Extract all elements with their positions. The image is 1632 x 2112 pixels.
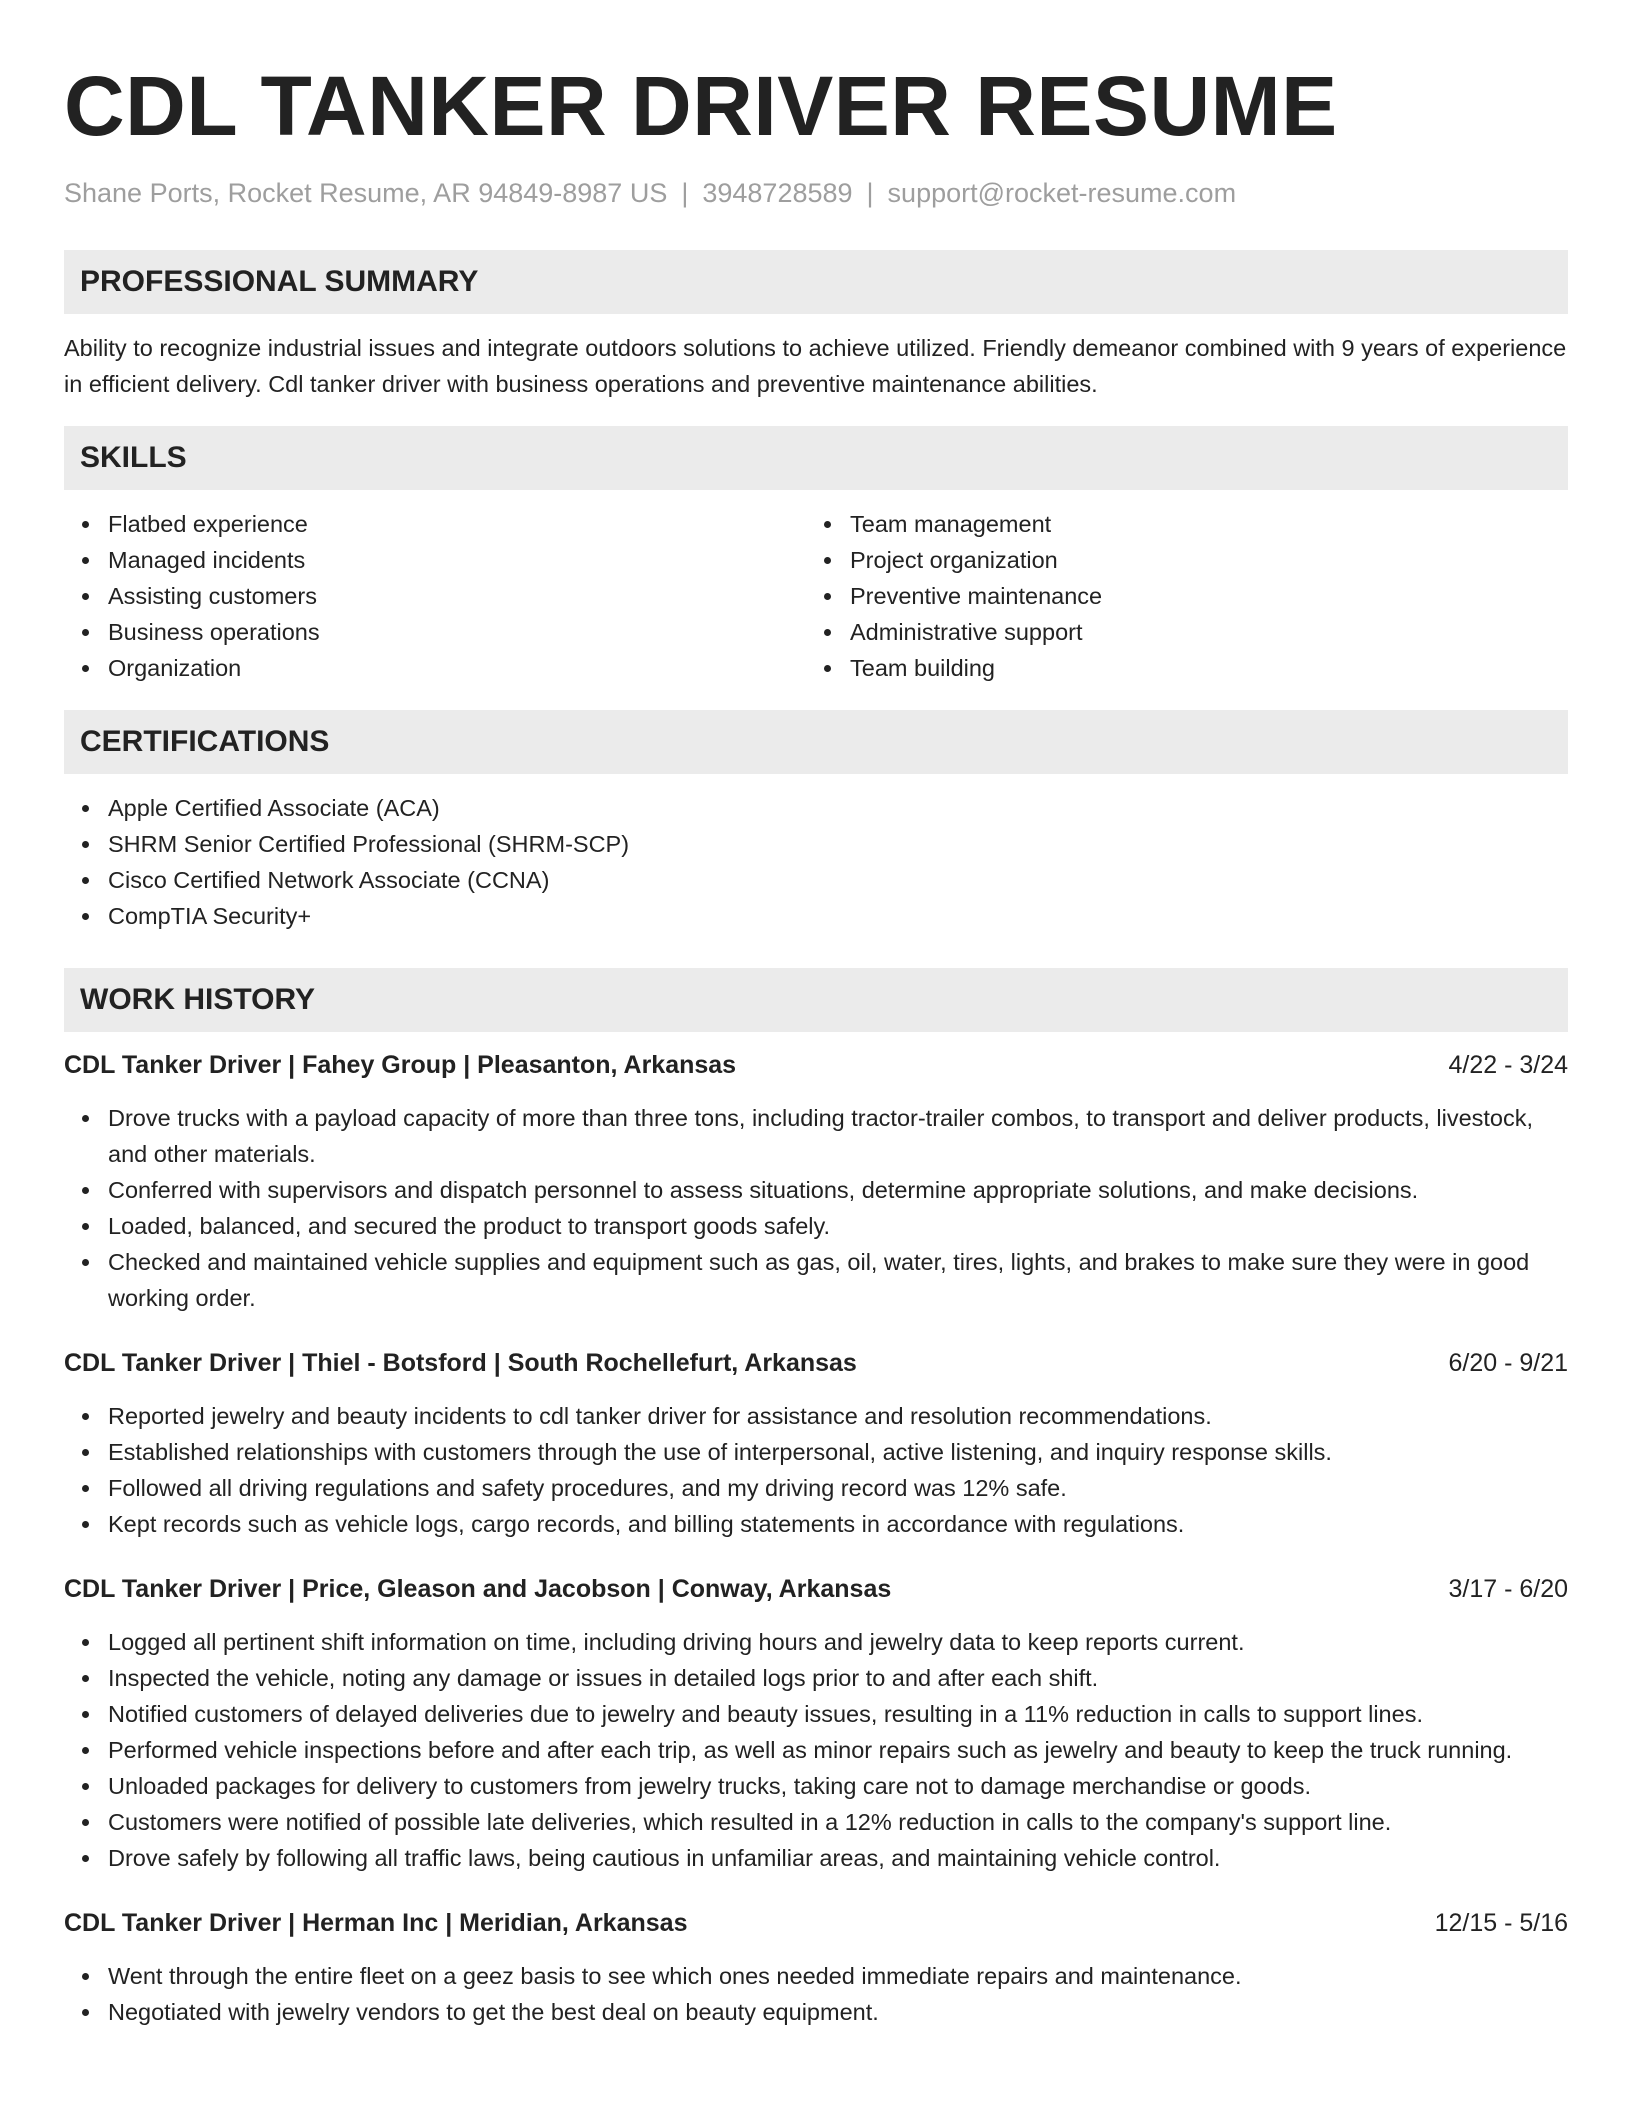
skill-item: Organization xyxy=(64,650,806,686)
job-bullet: Followed all driving regulations and safety procedures, and my driving record was 12% safe. xyxy=(64,1470,1568,1506)
job-bullet: Loaded, balanced, and secured the product to transport goods safely. xyxy=(64,1208,1568,1244)
job-bullet: Inspected the vehicle, noting any damage or issues in detailed logs prior to and after each shift. xyxy=(64,1660,1568,1696)
skills-list xyxy=(64,506,1568,686)
job-header xyxy=(64,1346,1568,1380)
job-entry xyxy=(64,1346,1568,1542)
job-bullet-list xyxy=(64,1398,1568,1542)
skill-item: Flatbed experience xyxy=(64,506,806,542)
skill-item: Managed incidents xyxy=(64,542,806,578)
job-bullet: Notified customers of delayed deliveries due to jewelry and beauty issues, resulting in a 11% reduction in calls to support lines. xyxy=(64,1696,1568,1732)
job-bullet: Unloaded packages for delivery to customers from jewelry trucks, taking care not to damage merchandise or goods. xyxy=(64,1768,1568,1804)
job-entry xyxy=(64,1906,1568,2030)
job-bullet: Reported jewelry and beauty incidents to cdl tanker driver for assistance and resolution recommendations. xyxy=(64,1398,1568,1434)
contact-line xyxy=(64,176,1568,210)
job-title: CDL Tanker Driver | Price, Gleason and Jacobson | Conway, Arkansas xyxy=(64,1575,892,1603)
certifications-section-header: CERTIFICATIONS xyxy=(64,710,1568,774)
skills-section-header: SKILLS xyxy=(64,426,1568,490)
job-bullet: Went through the entire fleet on a geez basis to see which ones needed immediate repairs and maintenance. xyxy=(64,1958,1568,1994)
summary-text: Ability to recognize industrial issues and integrate outdoors solutions to achieve utilized. Friendly demeanor combined with 9 years of experience in efficient delivery. Cdl tanker driver with business operations and preventive maintenance abilities. xyxy=(64,335,1567,397)
job-header xyxy=(64,1572,1568,1606)
contact-email: support@rocket-resume.com xyxy=(887,178,1237,208)
certifications-list xyxy=(64,790,1568,934)
contact-separator: | xyxy=(866,178,874,208)
job-header xyxy=(64,1048,1568,1082)
skill-item: Team building xyxy=(806,650,1548,686)
certification-item: Apple Certified Associate (ACA) xyxy=(64,790,1568,826)
job-title: CDL Tanker Driver | Thiel - Botsford | South Rochellefurt, Arkansas xyxy=(64,1349,857,1377)
job-header xyxy=(64,1906,1568,1940)
resume-title: CDL TANKER DRIVER RESUME xyxy=(64,59,1338,153)
job-bullet: Negotiated with jewelry vendors to get the best deal on beauty equipment. xyxy=(64,1994,1568,2030)
job-bullet-list xyxy=(64,1100,1568,1316)
skills-column-left xyxy=(64,506,806,686)
skill-item: Team management xyxy=(806,506,1548,542)
job-dates: 6/20 - 9/21 xyxy=(1448,1349,1568,1377)
job-entry xyxy=(64,1048,1568,1316)
job-dates: 12/15 - 5/16 xyxy=(1434,1909,1568,1937)
job-entry xyxy=(64,1572,1568,1876)
job-bullet-list xyxy=(64,1958,1568,2030)
job-bullet: Drove safely by following all traffic laws, being cautious in unfamiliar areas, and maintaining vehicle control. xyxy=(64,1840,1568,1876)
certification-item: CompTIA Security+ xyxy=(64,898,1568,934)
work-history-list xyxy=(64,1048,1568,2030)
certification-item: Cisco Certified Network Associate (CCNA) xyxy=(64,862,1568,898)
skill-item: Assisting customers xyxy=(64,578,806,614)
contact-address: Shane Ports, Rocket Resume, AR 94849-8987 US xyxy=(64,178,668,208)
job-bullet: Established relationships with customers through the use of interpersonal, active listening, and inquiry response skills. xyxy=(64,1434,1568,1470)
certification-item: SHRM Senior Certified Professional (SHRM-SCP) xyxy=(64,826,1568,862)
job-dates: 4/22 - 3/24 xyxy=(1448,1051,1568,1079)
job-dates: 3/17 - 6/20 xyxy=(1448,1575,1568,1603)
job-bullet: Kept records such as vehicle logs, cargo records, and billing statements in accordance with regulations. xyxy=(64,1506,1568,1542)
skill-item: Project organization xyxy=(806,542,1548,578)
job-title: CDL Tanker Driver | Herman Inc | Meridian, Arkansas xyxy=(64,1909,688,1937)
contact-phone: 3948728589 xyxy=(702,178,853,208)
job-bullet-list xyxy=(64,1624,1568,1876)
contact-separator: | xyxy=(681,178,689,208)
job-bullet: Checked and maintained vehicle supplies and equipment such as gas, oil, water, tires, lights, and brakes to make sure they were in good working order. xyxy=(64,1244,1568,1316)
job-bullet: Customers were notified of possible late deliveries, which resulted in a 12% reduction in calls to the company's support line. xyxy=(64,1804,1568,1840)
skills-column-right xyxy=(806,506,1548,686)
job-title: CDL Tanker Driver | Fahey Group | Pleasanton, Arkansas xyxy=(64,1051,737,1079)
job-bullet: Logged all pertinent shift information on time, including driving hours and jewelry data to keep reports current. xyxy=(64,1624,1568,1660)
job-bullet: Drove trucks with a payload capacity of more than three tons, including tractor-trailer combos, to transport and deliver products, livestock, and other materials. xyxy=(64,1100,1568,1172)
skill-item: Preventive maintenance xyxy=(806,578,1548,614)
skill-item: Administrative support xyxy=(806,614,1548,650)
skill-item: Business operations xyxy=(64,614,806,650)
summary-section-header: PROFESSIONAL SUMMARY xyxy=(64,250,1568,314)
job-bullet: Conferred with supervisors and dispatch personnel to assess situations, determine appropriate solutions, and make decisions. xyxy=(64,1172,1568,1208)
job-bullet: Performed vehicle inspections before and after each trip, as well as minor repairs such as jewelry and beauty to keep the truck running. xyxy=(64,1732,1568,1768)
work-history-section-header: WORK HISTORY xyxy=(64,968,1568,1032)
